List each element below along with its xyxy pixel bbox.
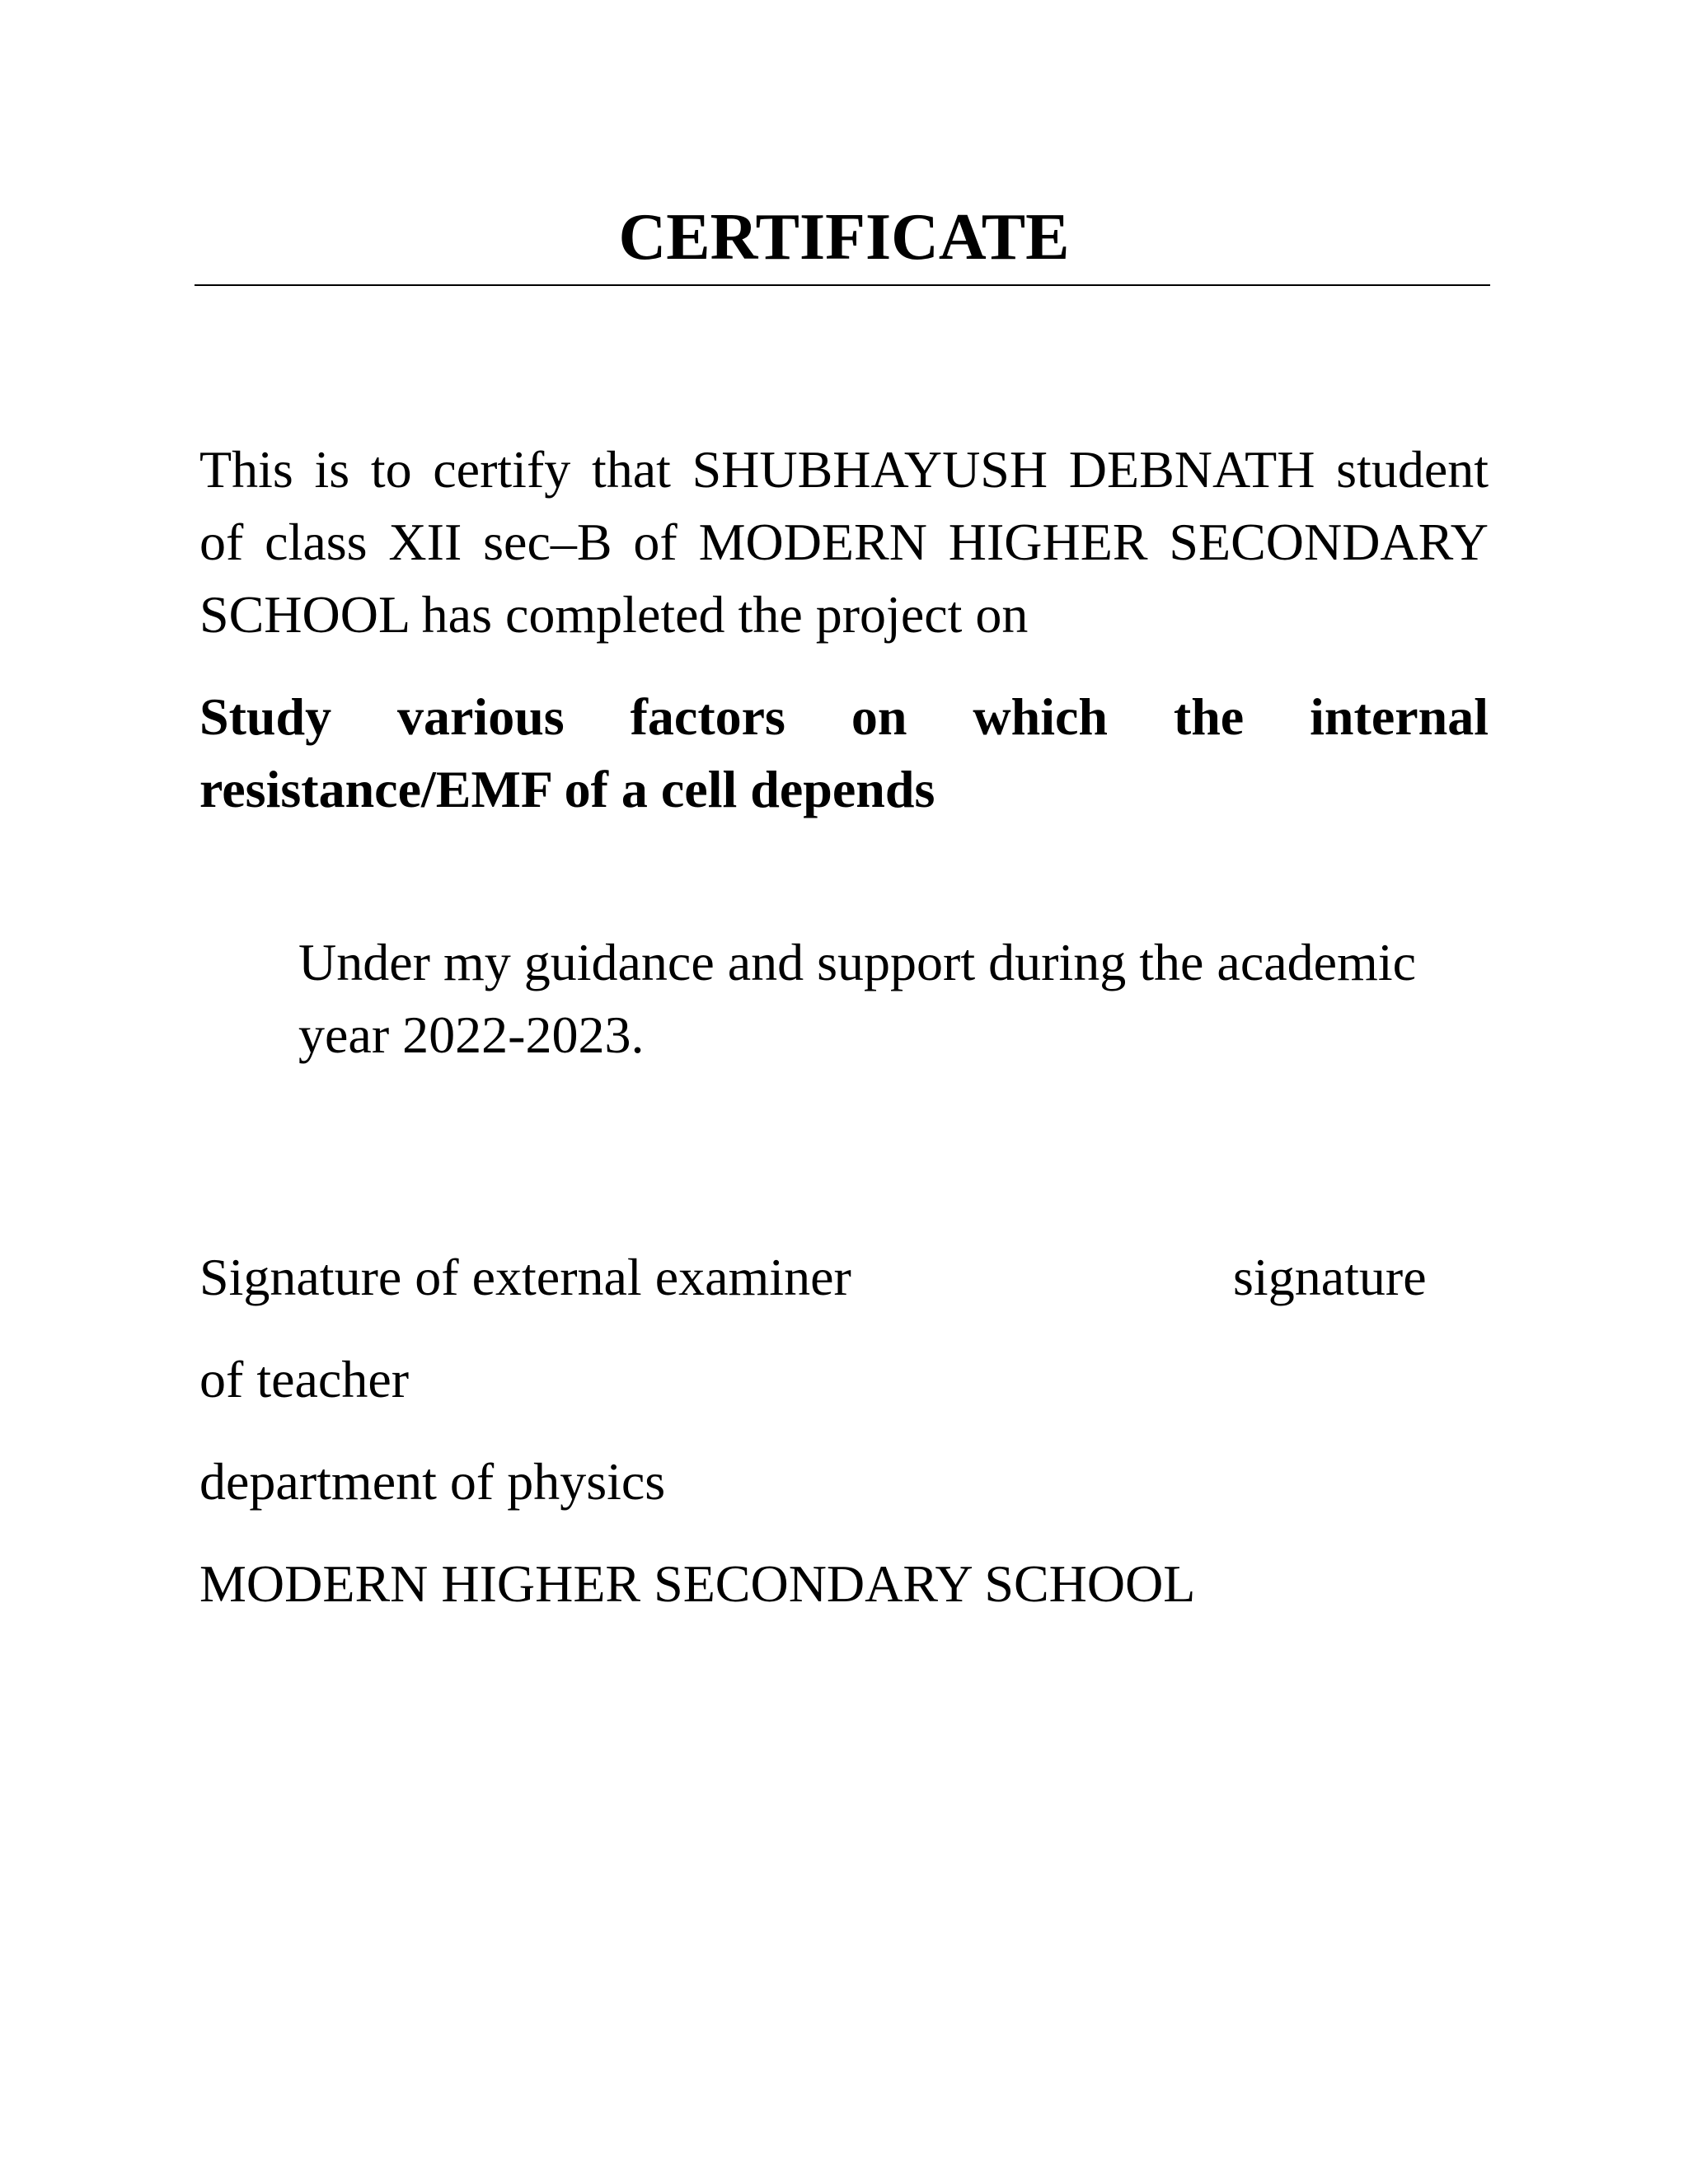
school-name: MODERN HIGHER SECONDARY SCHOOL <box>199 1554 1196 1613</box>
department-label: department of physics <box>199 1452 666 1511</box>
certificate-intro-text: This is to certify that SHUBHAYUSH DEBNATH student of class XII sec–B of MODERN HIGHER SECONDARY SCHOOL has completed the project on <box>199 440 1489 644</box>
project-title: Study various factors on which the internal resistance/EMF of a cell depends <box>199 687 1489 818</box>
external-examiner-signature-label: Signature of external examiner <box>199 1248 851 1306</box>
title-underline <box>195 284 1490 286</box>
guidance-text: Under my guidance and support during the academic year 2022-2023. <box>298 933 1416 1064</box>
page-title: CERTIFICATE <box>618 201 1070 274</box>
teacher-signature-label-continued: of teacher <box>199 1350 410 1408</box>
teacher-signature-label: signature <box>1233 1248 1427 1306</box>
